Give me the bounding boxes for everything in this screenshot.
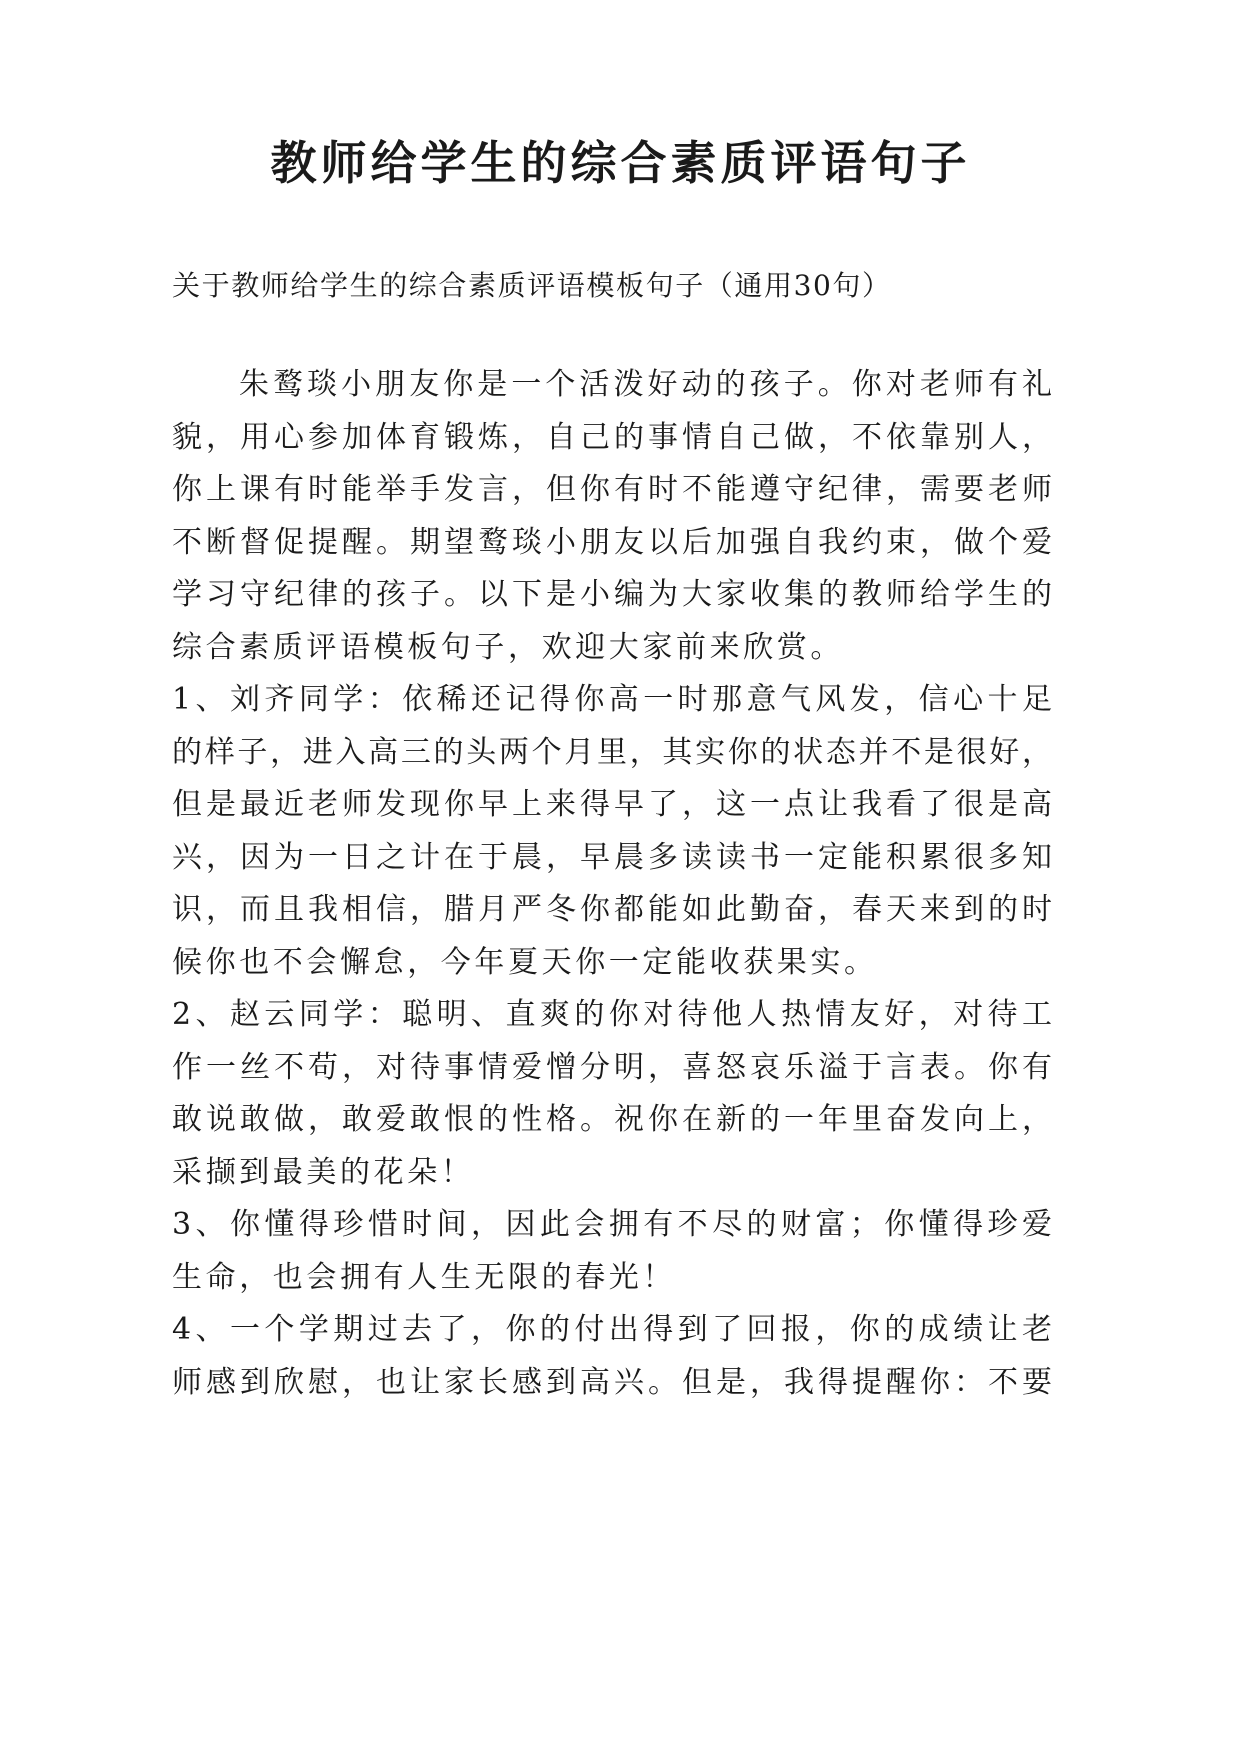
paragraph-line: 学习守纪律的孩子。以下是小编为大家收集的教师给学生的 [172, 577, 1052, 612]
paragraph-line: 候你也不会懈怠，今年夏天你一定能收获果实。 [172, 944, 878, 980]
paragraph-line: 师感到欣慰，也让家长感到高兴。但是，我得提醒你：不要 [172, 1364, 1052, 1400]
paragraph-line: 但是最近老师发现你早上来得早了，这一点让我看了很是高 [172, 787, 1052, 822]
document-body [172, 359, 1052, 1409]
paragraph-line: 貌，用心参加体育锻炼，自己的事情自己做，不依靠别人， [172, 419, 1052, 455]
paragraph-line: 的样子，进入高三的头两个月里，其实你的状态并不是很好， [172, 734, 1052, 770]
paragraph-line: 采撷到最美的花朵！ [172, 1154, 475, 1190]
comment-item-4 [172, 1304, 1052, 1409]
paragraph-line: 作一丝不苟，对待事情爱憎分明，喜怒哀乐溢于言表。你有 [172, 1049, 1052, 1085]
document-subtitle: 关于教师给学生的综合素质评语模板句子（通用30句） [172, 269, 892, 302]
paragraph-line: 兴，因为一日之计在于晨，早晨多读读书一定能积累很多知 [172, 839, 1052, 875]
comment-item-3 [172, 1199, 1052, 1304]
paragraph-line: 你上课有时能举手发言，但你有时不能遵守纪律，需要老师 [172, 472, 1052, 507]
paragraph-line: 朱鹜琰小朋友你是一个活泼好动的孩子。你对老师有礼 [239, 367, 1052, 402]
paragraph-line: 3、你懂得珍惜时间，因此会拥有不尽的财富；你懂得珍爱 [172, 1207, 1052, 1242]
paragraph-line: 不断督促提醒。期望鹜琰小朋友以后加强自我约束，做个爱 [172, 524, 1052, 560]
document-title: 教师给学生的综合素质评语句子 [270, 136, 971, 190]
paragraph-line: 识，而且我相信，腊月严冬你都能如此勤奋，春天来到的时 [172, 892, 1052, 927]
paragraph-line: 1、刘齐同学：依稀还记得你高一时那意气风发，信心十足 [172, 682, 1052, 717]
comment-item-1 [172, 674, 1052, 989]
paragraph-line: 综合素质评语模板句子，欢迎大家前来欣赏。 [172, 629, 844, 665]
comment-item-2 [172, 989, 1052, 1199]
intro-paragraph [172, 359, 1052, 674]
paragraph-line: 生命，也会拥有人生无限的春光！ [172, 1259, 676, 1295]
paragraph-line: 敢说敢做，敢爱敢恨的性格。祝你在新的一年里奋发向上， [172, 1102, 1052, 1137]
paragraph-line: 4、一个学期过去了，你的付出得到了回报，你的成绩让老 [172, 1312, 1052, 1347]
paragraph-line: 2、赵云同学：聪明、直爽的你对待他人热情友好，对待工 [172, 997, 1052, 1032]
